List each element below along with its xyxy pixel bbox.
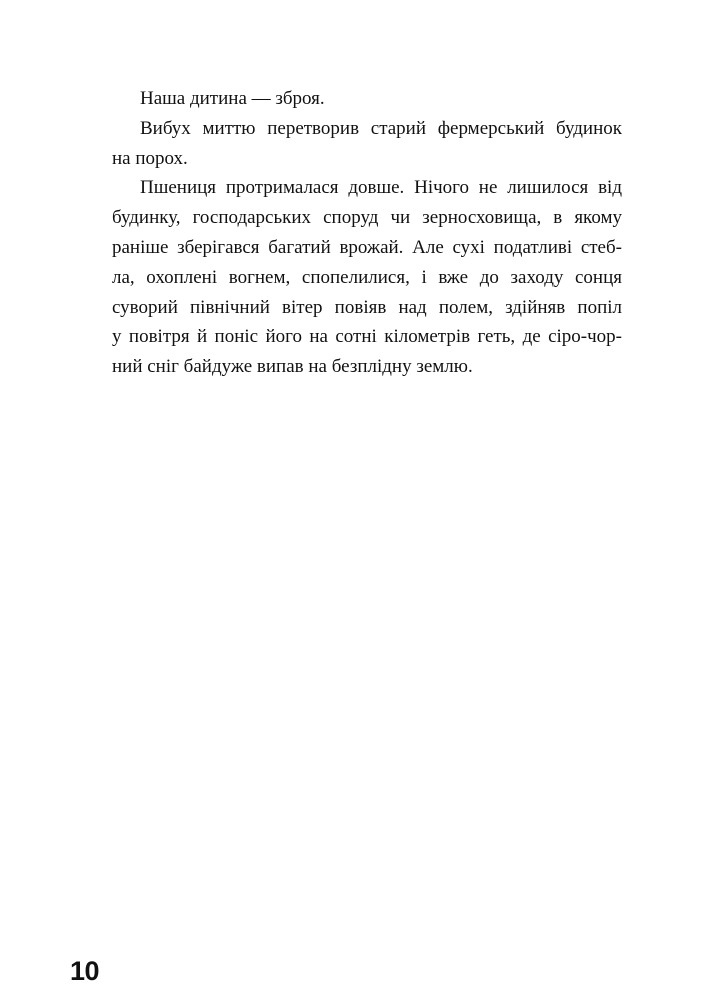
paragraph-1-line-1: Наша дитина — зброя. [140,88,325,109]
paragraph-3-line-2: будинку, господарських споруд чи зерносховища, в якому [112,207,622,229]
paragraph-3-line-4: ла, охоплені вогнем, спопелилися, і вже до заходу сонця [112,266,622,288]
page-number: 10 [70,956,100,986]
paragraph-3-line-5: суворий північний вітер повіяв над полем, здійняв попіл [112,296,622,318]
paragraph-2-line-2: на порох. [112,147,188,169]
paragraph-3-line-7: ний сніг байдуже випав на безплідну землю. [112,356,473,378]
paragraph-3-line-1: Пшениця протрималася довше. Нічого не лишилося від [140,177,622,199]
paragraph-3-line-6: у повітря й поніс його на сотні кілометрів геть, де сіро-чор- [112,326,622,348]
body-text [112,84,622,382]
paragraph-3-line-3: раніше зберігався багатий врожай. Але сухі податливі стеб- [112,236,622,258]
paragraph-2-line-1: Вибух миттю перетворив старий фермерський будинок [140,117,622,139]
